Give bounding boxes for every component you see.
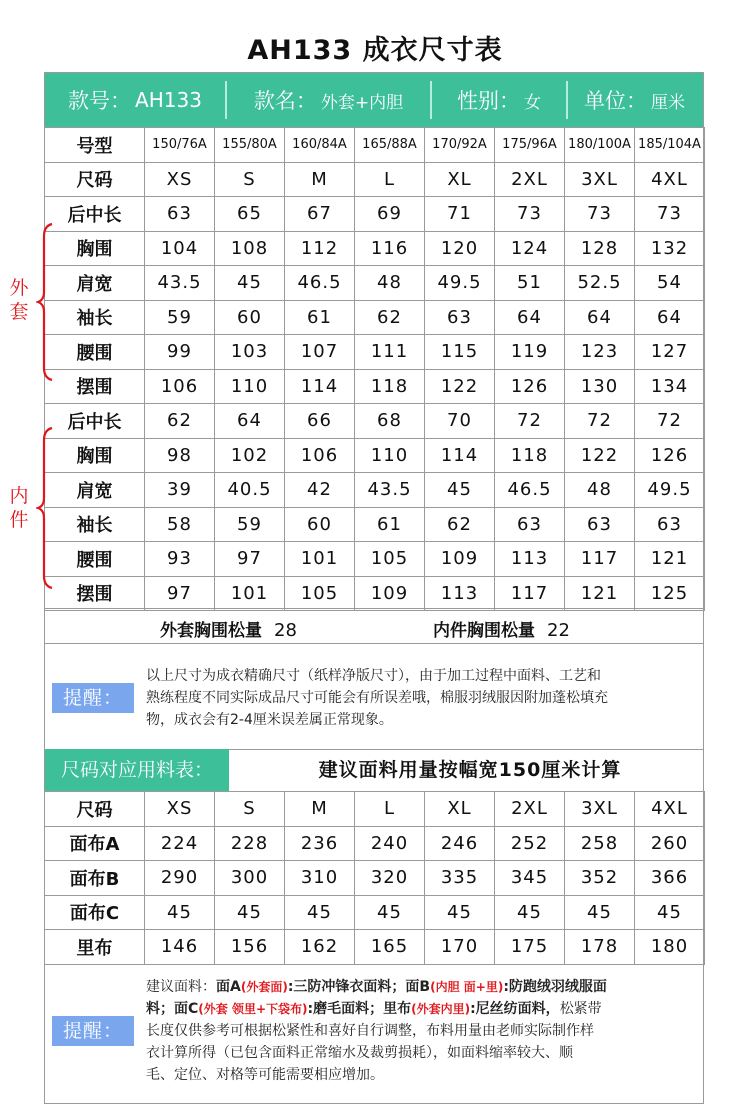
fabric-size-row (45, 792, 705, 827)
table-cell: XS (145, 792, 215, 827)
outer-measure-row (45, 300, 705, 335)
table-cell: 70 (425, 404, 495, 439)
row-label: 后中长 (45, 197, 145, 232)
row-label: 摆围 (45, 576, 145, 611)
table-cell: 118 (355, 369, 425, 404)
fabric-row (45, 861, 705, 896)
tip-segment: (外套内里) (411, 1002, 471, 1016)
fabric-note (44, 959, 704, 1104)
table-cell: XL (425, 792, 495, 827)
table-cell: 105 (355, 542, 425, 577)
table-cell: 43.5 (145, 266, 215, 301)
fit-row (45, 128, 705, 163)
table-cell: 162 (285, 930, 355, 965)
tip-segment: (外套 领里+下袋布) (198, 1002, 308, 1016)
inner-measure-row (45, 473, 705, 508)
inner-measure-row (45, 404, 705, 439)
row-label: 袖长 (45, 507, 145, 542)
inner-brace-icon (36, 426, 56, 590)
unit-value: 厘米 (651, 92, 685, 113)
table-cell: 116 (355, 231, 425, 266)
table-cell: 45 (425, 895, 495, 930)
tip-text (146, 976, 700, 1086)
table-cell: 62 (145, 404, 215, 439)
table-cell: 63 (145, 197, 215, 232)
inner-measure-row (45, 507, 705, 542)
table-cell: 300 (215, 861, 285, 896)
table-cell: 109 (355, 576, 425, 611)
table-cell: 126 (495, 369, 565, 404)
table-cell: 67 (285, 197, 355, 232)
inner-measure-row (45, 576, 705, 611)
table-cell: 48 (355, 266, 425, 301)
table-cell: 43.5 (355, 473, 425, 508)
table-cell: 170 (425, 930, 495, 965)
table-cell: 224 (145, 826, 215, 861)
table-cell: 366 (635, 861, 705, 896)
outer-ease-value: 28 (274, 620, 297, 641)
table-cell: 119 (495, 335, 565, 370)
table-cell: 108 (215, 231, 285, 266)
table-cell: 51 (495, 266, 565, 301)
table-cell: 64 (215, 404, 285, 439)
table-cell: 345 (495, 861, 565, 896)
table-cell: 4XL (635, 792, 705, 827)
table-cell: 46.5 (495, 473, 565, 508)
table-cell: 121 (635, 542, 705, 577)
table-cell: 2XL (495, 162, 565, 197)
table-cell: 45 (215, 895, 285, 930)
table-cell: 128 (565, 231, 635, 266)
inner-chest-ease (433, 616, 570, 641)
table-cell: 69 (355, 197, 425, 232)
table-cell: 97 (215, 542, 285, 577)
table-cell: 127 (635, 335, 705, 370)
table-cell: 49.5 (425, 266, 495, 301)
fabric-table-header (44, 749, 704, 792)
table-cell: 42 (285, 473, 355, 508)
tip-line (146, 976, 700, 998)
table-cell: 123 (565, 335, 635, 370)
table-cell: 175/96A (495, 128, 565, 163)
table-cell: 310 (285, 861, 355, 896)
row-label: 胸围 (45, 231, 145, 266)
table-cell: 54 (635, 266, 705, 301)
outer-group-text: 外 套 (9, 277, 29, 323)
tip-line: 毛、定位、对格等可能需要相应增加。 (146, 1067, 384, 1083)
table-cell: 63 (495, 507, 565, 542)
table-cell: 2XL (495, 792, 565, 827)
table-cell: 62 (425, 507, 495, 542)
table-cell: 352 (565, 861, 635, 896)
table-cell: M (285, 792, 355, 827)
tip-segment: 建议面料： (146, 979, 216, 995)
table-cell: 63 (635, 507, 705, 542)
table-cell: 117 (565, 542, 635, 577)
table-cell: 290 (145, 861, 215, 896)
table-cell: 236 (285, 826, 355, 861)
table-cell: 228 (215, 826, 285, 861)
tip-segment: :防跑绒羽绒服面 (503, 979, 607, 995)
table-cell: 98 (145, 438, 215, 473)
gender-label: 性别： (457, 89, 520, 113)
table-cell: 45 (635, 895, 705, 930)
table-cell: 132 (635, 231, 705, 266)
table-cell: 52.5 (565, 266, 635, 301)
table-cell: 63 (425, 300, 495, 335)
row-label: 面布A (45, 826, 145, 861)
tip-segment: 面A (216, 979, 241, 995)
table-cell: 40.5 (215, 473, 285, 508)
table-cell: 320 (355, 861, 425, 896)
tip-segment: :三防冲锋衣面料；面B (287, 979, 431, 995)
table-cell: 107 (285, 335, 355, 370)
table-cell: 180/100A (565, 128, 635, 163)
table-cell: 114 (425, 438, 495, 473)
table-cell: 125 (635, 576, 705, 611)
table-cell: 45 (495, 895, 565, 930)
table-cell: 117 (495, 576, 565, 611)
table-cell: 180 (635, 930, 705, 965)
table-cell: 110 (215, 369, 285, 404)
table-cell: 45 (565, 895, 635, 930)
size-row (45, 162, 705, 197)
table-cell: 111 (355, 335, 425, 370)
table-cell: 58 (145, 507, 215, 542)
table-cell: 65 (215, 197, 285, 232)
table-cell: 122 (565, 438, 635, 473)
table-cell: 60 (285, 507, 355, 542)
spec-header-bar (45, 73, 703, 127)
table-cell: 103 (215, 335, 285, 370)
table-cell: 73 (565, 197, 635, 232)
table-cell: 102 (215, 438, 285, 473)
row-label: 面布C (45, 895, 145, 930)
table-cell: 72 (635, 404, 705, 439)
table-cell: 71 (425, 197, 495, 232)
table-cell: 185/104A (635, 128, 705, 163)
table-cell: XS (145, 162, 215, 197)
table-cell: 134 (635, 369, 705, 404)
outer-measure-row (45, 369, 705, 404)
table-cell: 72 (565, 404, 635, 439)
inner-group-text: 内 件 (9, 485, 29, 531)
table-cell: 106 (285, 438, 355, 473)
table-cell: 73 (495, 197, 565, 232)
table-cell: 39 (145, 473, 215, 508)
style-name-cell (227, 73, 430, 127)
tip-line: 物，成衣会有2-4厘米误差属正常现象。 (146, 712, 393, 728)
table-cell: 126 (635, 438, 705, 473)
table-cell: 64 (495, 300, 565, 335)
row-label: 胸围 (45, 438, 145, 473)
fabric-width-note: 建议面料用量按幅宽150厘米计算 (318, 759, 622, 781)
table-cell: 64 (635, 300, 705, 335)
table-cell: 113 (495, 542, 565, 577)
table-cell: 48 (565, 473, 635, 508)
table-cell: 110 (355, 438, 425, 473)
table-cell: 66 (285, 404, 355, 439)
row-label: 袖长 (45, 300, 145, 335)
fabric-row (45, 895, 705, 930)
table-cell: 146 (145, 930, 215, 965)
table-cell: S (215, 792, 285, 827)
table-cell: 45 (145, 895, 215, 930)
row-label: 面布B (45, 861, 145, 896)
row-label: 号型 (45, 128, 145, 163)
chest-ease-row (44, 608, 704, 644)
outer-measure-row (45, 266, 705, 301)
inner-group-label (7, 484, 31, 532)
table-cell: 120 (425, 231, 495, 266)
table-cell: 160/84A (285, 128, 355, 163)
size-tolerance-note (44, 643, 704, 750)
row-label: 肩宽 (45, 266, 145, 301)
tip-line (146, 998, 700, 1020)
row-label: 腰围 (45, 335, 145, 370)
page-title: AH133 成衣尺寸表 (247, 35, 503, 66)
table-cell: 62 (355, 300, 425, 335)
unit-cell (568, 73, 701, 127)
table-cell: 122 (425, 369, 495, 404)
inner-measure-row (45, 438, 705, 473)
table-cell: 240 (355, 826, 425, 861)
table-cell: 73 (635, 197, 705, 232)
table-cell: 72 (495, 404, 565, 439)
inner-measure-row (45, 542, 705, 577)
table-cell: 59 (145, 300, 215, 335)
outer-brace-icon (36, 222, 56, 382)
gender-cell (432, 73, 566, 127)
table-cell: 175 (495, 930, 565, 965)
outer-chest-ease (160, 616, 297, 641)
outer-measure-row (45, 335, 705, 370)
tip-line: 以上尺寸为成衣精确尺寸（纸样净版尺寸），由于加工过程中面料、工艺和 (146, 668, 601, 684)
table-cell: 156 (215, 930, 285, 965)
table-cell: 4XL (635, 162, 705, 197)
table-cell: 45 (355, 895, 425, 930)
outer-measure-row (45, 231, 705, 266)
style-no-value: AH133 (135, 88, 202, 112)
table-cell: 99 (145, 335, 215, 370)
row-label: 后中长 (45, 404, 145, 439)
tip-text (146, 665, 698, 731)
row-label: 尺码 (45, 162, 145, 197)
table-cell: 45 (285, 895, 355, 930)
table-cell: 114 (285, 369, 355, 404)
table-cell: 61 (285, 300, 355, 335)
style-no-label: 款号： (68, 89, 132, 113)
table-cell: 63 (565, 507, 635, 542)
table-cell: 150/76A (145, 128, 215, 163)
table-cell: 258 (565, 826, 635, 861)
table-cell: 130 (565, 369, 635, 404)
tip-line: 熟练程度不同实际成品尺寸可能会有所误差哦，棉服羽绒服因附加蓬松填充 (146, 690, 608, 706)
tip-segment: :尼丝纺面料， (470, 1001, 560, 1017)
table-cell: 97 (145, 576, 215, 611)
row-label: 尺码 (45, 792, 145, 827)
tip-badge: 提醒： (52, 1016, 134, 1046)
row-label: 腰围 (45, 542, 145, 577)
table-cell: 260 (635, 826, 705, 861)
tip-line: 衣计算所得（已包含面料正常缩水及裁剪损耗），如面料缩率较大、顺 (146, 1045, 573, 1061)
table-cell: 112 (285, 231, 355, 266)
tip-segment: (外套面) (240, 980, 288, 994)
table-cell: 45 (425, 473, 495, 508)
table-cell: 155/80A (215, 128, 285, 163)
table-cell: 93 (145, 542, 215, 577)
table-cell: 68 (355, 404, 425, 439)
table-cell: 124 (495, 231, 565, 266)
table-cell: 121 (565, 576, 635, 611)
tip-segment: :磨毛面料；里布 (307, 1001, 412, 1017)
table-cell: 106 (145, 369, 215, 404)
outer-group-label (7, 276, 31, 324)
outer-measure-row (45, 197, 705, 232)
fabric-usage-table (44, 791, 705, 965)
outer-ease-label: 外套胸围松量 (160, 621, 262, 641)
table-cell: XL (425, 162, 495, 197)
fabric-table-tag: 尺码对应用料表： (45, 749, 229, 791)
table-cell: 45 (215, 266, 285, 301)
table-cell: 104 (145, 231, 215, 266)
table-cell: S (215, 162, 285, 197)
table-cell: 115 (425, 335, 495, 370)
fabric-row (45, 826, 705, 861)
table-cell: 105 (285, 576, 355, 611)
table-cell: 252 (495, 826, 565, 861)
gender-value: 女 (524, 92, 541, 113)
table-cell: 113 (425, 576, 495, 611)
tip-segment: 松紧带 (559, 1001, 602, 1017)
row-label: 肩宽 (45, 473, 145, 508)
table-cell: 64 (565, 300, 635, 335)
table-cell: 61 (355, 507, 425, 542)
table-cell: 109 (425, 542, 495, 577)
table-cell: 46.5 (285, 266, 355, 301)
inner-ease-label: 内件胸围松量 (433, 621, 535, 641)
table-cell: 170/92A (425, 128, 495, 163)
inner-ease-value: 22 (547, 620, 570, 641)
table-cell: 3XL (565, 162, 635, 197)
table-cell: 246 (425, 826, 495, 861)
tip-badge: 提醒： (52, 683, 134, 713)
style-name-label: 款名： (253, 89, 317, 113)
table-cell: 178 (565, 930, 635, 965)
table-cell: 335 (425, 861, 495, 896)
table-cell: L (355, 792, 425, 827)
style-name-value: 外套+内胆 (320, 92, 404, 113)
row-label: 摆围 (45, 369, 145, 404)
table-cell: L (355, 162, 425, 197)
table-cell: 165 (355, 930, 425, 965)
row-label: 里布 (45, 930, 145, 965)
size-table (44, 127, 705, 611)
style-no-cell (45, 73, 225, 127)
table-cell: 60 (215, 300, 285, 335)
table-cell: 101 (215, 576, 285, 611)
tip-line: 长度仅供参考可根据松紧性和喜好自行调整，布料用量由老师实际制作样 (146, 1023, 594, 1039)
unit-label: 单位： (584, 89, 647, 113)
table-cell: 101 (285, 542, 355, 577)
table-cell: 3XL (565, 792, 635, 827)
tip-segment: (内胆 面+里) (430, 980, 504, 994)
table-cell: 118 (495, 438, 565, 473)
tip-segment: 料；面C (146, 1001, 199, 1017)
table-cell: 49.5 (635, 473, 705, 508)
table-cell: 59 (215, 507, 285, 542)
table-cell: 165/88A (355, 128, 425, 163)
table-cell: M (285, 162, 355, 197)
